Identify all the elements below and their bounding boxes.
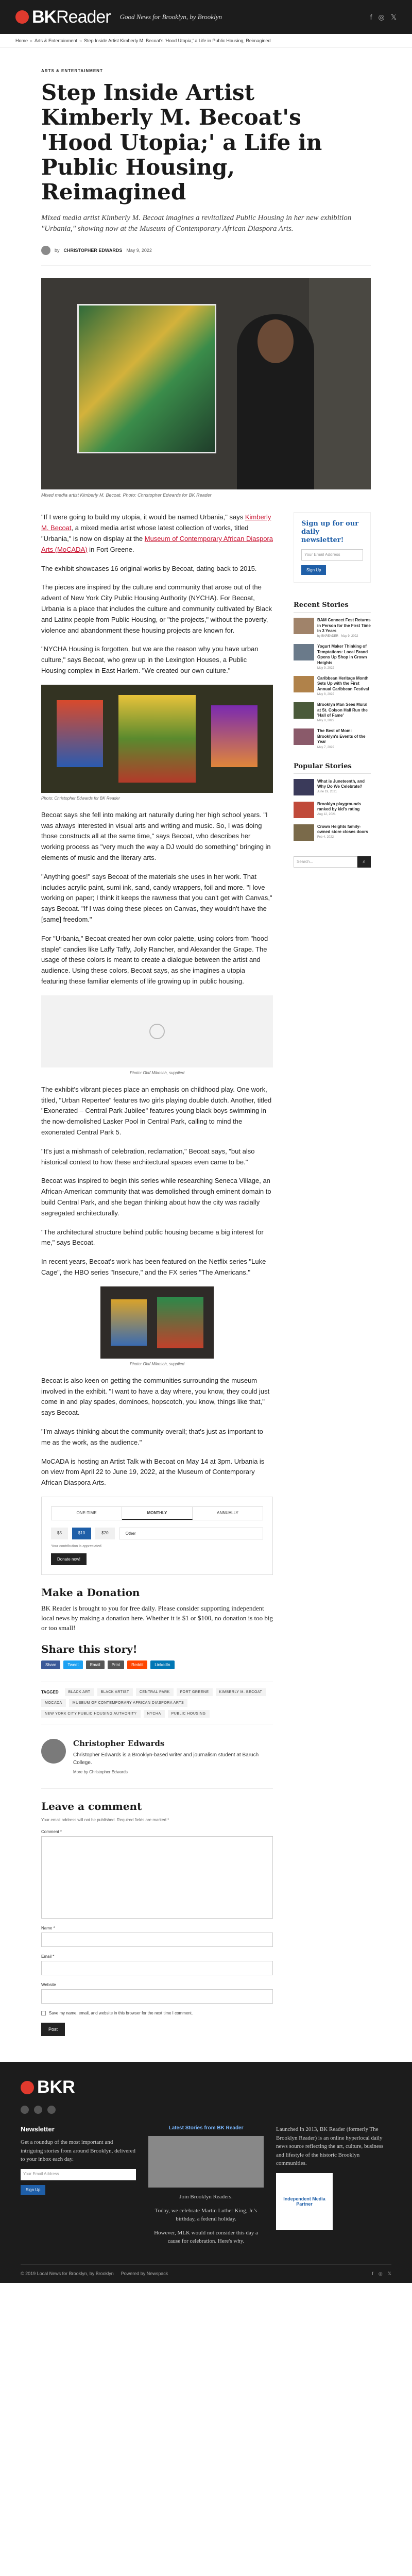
paragraph: "The architectural structure behind public housing became a big interest for me," says Becoat. [41,1228,264,1247]
author-name[interactable]: Christopher Edwards [73,1739,165,1749]
share-linkedin-button[interactable]: LinkedIn [150,1660,174,1669]
author-bio: Christopher Edwards is a Brooklyn-based writer and journalism student at Baruch College. [73,1752,259,1766]
recent-story[interactable] [294,618,371,638]
paragraph: "NYCHA Housing is forgotten, but we are the reason why you have urban culture," says Becoat, who grew up in the Lexington Houses, a Public Housing complex in East Harlem. "We created our own culture." [41,645,259,675]
newsletter-email-input[interactable]: Your Email Address [301,549,363,561]
donation-note: Your contribution is appreciated. [51,1544,102,1548]
footer-about [276,2125,391,2251]
powered-by[interactable]: Powered by Newspack [121,2270,168,2276]
story-meta: May 9, 2022 [317,667,335,670]
breadcrumb-home[interactable]: Home [15,38,28,43]
breadcrumb: Home » Arts & Entertainment » Step Inside Artist Kimberly M. Becoat's 'Hood Utopia;' a Life in Public Housing, Reimagined [0,34,412,48]
breadcrumb-current: Step Inside Artist Kimberly M. Becoat's 'Hood Utopia;' a Life in Public Housing, Reimagined [84,38,271,43]
donation-text: BK Reader is brought to you for free daily. Please consider supporting independent local news by making a donation here. Whether it is $1 or $100, no donation is too big or too small! [41,1604,273,1632]
name-label: Name * [41,1926,55,1931]
instagram-icon[interactable]: ◎ [378,12,385,21]
paragraph: "If I were going to build my utopia, it would be named Urbania," says Kimberly M. Becoat, a mixed media artist whose latest collection of works, titled "Urbania," is now on display at the Museum of Contemporary African Diaspora Arts (MoCADA) in Fort Greene. [41,513,273,553]
recent-story[interactable] [294,644,371,670]
story-title[interactable]: What is Juneteenth, and Why Do We Celebrate? [317,778,365,789]
email-field[interactable] [41,1961,273,1975]
logo-mark-icon [15,10,29,24]
save-info-option[interactable] [41,2011,273,2015]
footer-logo[interactable]: BKR [21,2077,391,2097]
category-label[interactable]: ARTS & ENTERTAINMENT [41,69,103,73]
story-meta: June 19, 2021 [317,790,337,794]
footer-newsletter [21,2125,136,2251]
search-icon[interactable]: ⌕ [357,856,371,868]
facebook-icon[interactable]: f [370,12,372,21]
footer-newsletter-text: Get a roundup of the most important and intriguing stories from around Brooklyn, delivered to your inbox each day. [21,2139,136,2163]
story-thumbnail [294,824,314,841]
tab-one-time[interactable]: ONE-TIME [52,1507,122,1520]
photo-caption: Photo: Olaf Mikosch, supplied [130,1070,184,1075]
recent-story[interactable] [294,676,371,696]
instagram-icon[interactable]: ◎ [378,2270,383,2276]
paragraph: The exhibit's vibrant pieces place an emphasis on childhood play. One work, titled, "Urban Repertee" features two girls playing double dutch. Another, titled "Exonerated – Central Park Jubilee" features young black boys swimming in the now-demolished Lasker Pool in Central Park, calling to mind the exonerated Central Park 5. [41,1085,272,1136]
breadcrumb-section[interactable]: Arts & Entertainment [35,38,78,43]
story-thumbnail [294,676,314,692]
facebook-icon[interactable] [21,2106,29,2114]
comment-textarea[interactable] [41,1836,273,1919]
paragraph: In recent years, Becoat's work has been featured on the Netflix series "Luke Cage", the HBO series "Insecure," and the FX series "The Americans." [41,1258,266,1276]
post-comment-button[interactable]: Post [41,2023,65,2036]
footer-promo [148,2125,264,2251]
twitter-icon[interactable] [47,2106,56,2114]
paragraph: Becoat was inspired to begin this series while researching Seneca Village, an African-American community that was demolished through eminent domain to build Central Park, and she began thinking about how the city was racially segregated architecturally. [41,1177,271,1217]
tag[interactable]: KIMBERLY M. BECOAT [216,1688,266,1696]
footer-promo-heading[interactable]: Latest Stories from BK Reader [168,2125,244,2131]
footer-about-text: Launched in 2013, BK Reader (formerly The Brooklyn Reader) is an online hyperlocal daily news source reflecting the art, culture, business and lifestyle of the historic Brooklyn communities. [276,2126,384,2167]
amount-options [51,1528,263,1539]
article-header [0,48,412,266]
checkbox[interactable] [41,2011,46,2015]
story-thumbnail [294,702,314,719]
tab-monthly[interactable]: MONTHLY [122,1507,193,1520]
tag[interactable]: MUSEUM OF CONTEMPORARY AFRICAN DIASPORA ARTS [69,1699,187,1707]
story-title[interactable]: Crown Heights family-owned store closes doors [317,824,368,834]
story-meta: May 8, 2022 [317,719,335,723]
author-avatar [41,246,50,255]
byline-author[interactable]: CHRISTOPHER EDWARDS [63,248,123,253]
hero-image [41,278,371,489]
footer-newsletter-heading: Newsletter [21,2125,55,2133]
site-tagline: Good News for Brooklyn, by Brooklyn [119,13,222,21]
article-subtitle: Mixed media artist Kimberly M. Becoat imagines a revitalized Public Housing in her new exhibition "Urbania," showing now at the Museum of Contemporary African Diaspora Arts. [41,214,352,233]
story-meta: Feb 4, 2022 [317,836,334,839]
facebook-icon[interactable]: f [372,2270,373,2276]
author-box [41,1739,273,1789]
comment-label: Comment * [41,1829,62,1835]
footer-promo-image [148,2136,264,2188]
tag[interactable]: FORT GREENE [177,1688,213,1696]
artist-link[interactable]: Kimberly M. Becoat [41,513,271,532]
header-social [370,13,397,22]
share-email-button[interactable]: Email [86,1660,105,1669]
tag[interactable]: PUBLIC HOUSING [168,1710,210,1718]
save-info-label: Save my name, email, and website in this browser for the next time I comment. [49,2011,193,2016]
story-title[interactable]: The Best of Mom: Brooklyn's Events of the Year [317,728,366,744]
popular-stories-heading: Popular Stories [294,762,371,774]
photo-caption: Photo: Olaf Mikosch, supplied [130,1361,184,1366]
byline-date: May 9, 2022 [126,248,152,253]
story-title[interactable]: Yogurt Maker Thinking of Temptations: Local Brand Opens Up Shop in Crown Heights [317,644,368,665]
image-placeholder [41,995,273,1067]
tag[interactable]: MOCADA [41,1699,66,1707]
story-thumbnail [294,779,314,795]
footer-promo-text: However, MLK would not consider this day a cause for celebration. Here's why. [154,2229,258,2245]
mocada-link[interactable]: Museum of Contemporary African Diaspora Arts (MoCADA) [41,535,273,553]
article-title: Step Inside Artist Kimberly M. Becoat's 'Hood Utopia;' a Life in Public Housing, Reimagined [41,80,322,205]
site-logo[interactable] [15,7,111,27]
logo-mark-icon [21,2081,34,2094]
paragraph: For "Urbania," Becoat created her own color palette, using colors from "hood staple" candies like Laffy Taffy, Jolly Rancher, and Alexander the Grape. The usage of these colors is meant to create a dialogue between the artist and audience. Using these colors, Becoat says, as she imagines a utopia featuring these familiar elements of life growing up in public housing. [41,934,268,985]
share-heading: Share this story! [41,1643,138,1656]
website-label: Website [41,1982,56,1988]
tag-list [41,1682,273,1724]
byline [41,246,371,266]
more-by-author-link[interactable]: More by Christopher Edwards [73,1770,128,1775]
recent-story[interactable] [294,728,371,749]
website-field[interactable] [41,1989,273,2004]
footer-bottom [21,2264,391,2283]
newsletter-signup [294,512,371,583]
exhibit-photo [100,1286,214,1359]
other-amount-input[interactable]: Other [119,1528,263,1539]
comment-heading: Leave a comment [41,1800,142,1813]
paragraph: "It's just a mishmash of celebration, reclamation," Becoat says, "but also historical context to how these architectural spaces even came to be." [41,1147,255,1166]
partner-badge[interactable]: Independent Media Partner [276,2173,333,2230]
recent-story[interactable] [294,702,371,722]
author-photo [41,1739,66,1764]
frequency-tabs [51,1506,263,1520]
recent-stories-heading: Recent Stories [294,601,371,613]
donate-button[interactable]: Donate now! [51,1553,87,1565]
footer-email-input[interactable]: Your Email Address [21,2169,136,2180]
search-input[interactable]: Search... [294,856,357,868]
tab-annually[interactable]: ANNUALLY [217,1510,238,1515]
popular-story[interactable] [294,824,371,841]
paragraph: Becoat is also keen on getting the communities surrounding the museum involved in the exhibit. "I want to have a day where, you know, they could just come in and play spades, dominoes, hopscotch, you know, things like that," says Becoat. [41,1376,270,1417]
footer-social [21,2106,391,2114]
tag[interactable]: NEW YORK CITY PUBLIC HOUSING AUTHORITY [41,1710,141,1718]
paragraph: The pieces are inspired by the culture and community that arose out of the advent of New York City Public Housing Authority (NYCHA). For Becoat, Urbania is a place that includes the culture and community cultivated by Black and Latinx people from Public Housing, or "the projects," without the poverty, violence and abandonment these housing projects are known for. [41,583,272,634]
story-thumbnail [294,618,314,634]
sidebar-search [294,856,371,868]
footer-promo-text: Today, we celebrate Martin Luther King, Jr.'s birthday, a federal holiday. [154,2207,258,2223]
email-label: Email * [41,1954,55,1959]
amount-option[interactable]: $5 [51,1528,68,1539]
tags-label: TAGGED [41,1690,59,1695]
donation-heading: Make a Donation [41,1586,140,1599]
paragraph: "I'm always thinking about the community overall; that's just as important to me as the work, as the audience." [41,1427,263,1446]
share-print-button[interactable]: Print [108,1660,124,1669]
share-twitter-button[interactable]: Tweet [63,1660,82,1669]
story-meta: by BKREADER · May 9, 2022 [317,635,358,638]
site-header [0,0,412,34]
tag[interactable]: CENTRAL PARK [136,1688,174,1696]
story-title[interactable]: Brooklyn playgrounds ranked by kid's rating [317,801,361,811]
footer-promo-text: Join Brooklyn Readers. [179,2194,233,2200]
instagram-icon[interactable] [34,2106,42,2114]
tag[interactable]: BLACK ART [65,1688,94,1696]
story-thumbnail [294,728,314,745]
newsletter-heading: Sign up for our daily newsletter! [301,520,359,544]
paragraph: The exhibit showcases 16 original works by Becoat, dating back to 2015. [41,564,257,572]
twitter-icon[interactable]: 𝕏 [390,12,397,21]
newsletter-signup-button[interactable]: Sign Up [301,565,326,575]
story-title[interactable]: Brooklyn Man Sees Mural at St. Colson Hall Run the 'Hall of Fame' [317,702,368,718]
logo-text-bk: BK [32,7,57,27]
photo-caption: Photo: Christopher Edwards for BK Reader [41,795,120,801]
share-facebook-button[interactable]: Share [41,1660,60,1669]
story-meta: May 7, 2022 [317,745,335,749]
gallery-photo [41,685,273,793]
logo-text-reader: Reader [56,7,111,27]
story-title[interactable]: Caribbean Heritage Month Sets Up with the First Annual Caribbean Festival [317,676,369,691]
story-meta: Aug 12, 2021 [317,813,336,817]
comment-form [41,1800,273,2062]
story-thumbnail [294,802,314,818]
amount-option-selected[interactable]: $10 [72,1528,91,1539]
site-footer [0,2062,412,2283]
share-reddit-button[interactable]: Reddit [127,1660,147,1669]
tag[interactable]: NYCHA [144,1710,165,1718]
donation-widget [41,1497,273,1575]
paragraph: "Anything goes!" says Becoat of the materials she uses in her work. That includes acrylic paint, sumi ink, sand, candy wrappers, foil and more. "I love working on paper; I think it keeps the rawness that you can't get with Canvas," says Becoat. "If I was doing these pieces on Canvas, they wouldn't have the [same] freedom." [41,872,272,924]
popular-story[interactable] [294,779,371,795]
story-meta: May 8, 2022 [317,693,335,697]
hero-caption: Mixed media artist Kimberly M. Becoat. Photo: Christopher Edwards for BK Reader [41,493,212,498]
comment-note: Your email address will not be published. Required fields are marked * [41,1818,169,1823]
share-buttons [41,1660,273,1669]
loading-icon [149,1024,165,1039]
article-body [41,512,273,2062]
paragraph: MoCADA is hosting an Artist Talk with Becoat on May 14 at 3pm. Urbania is on view from April 22 to June 19, 2022, at the Museum of Contemporary African Diaspora Arts. [41,1457,265,1487]
twitter-icon[interactable]: 𝕏 [387,2270,391,2276]
footer-signup-button[interactable]: Sign Up [21,2185,45,2195]
story-title[interactable]: BAM Connect Fest Returns in Person for the First Time in 3 Years [317,618,371,634]
byline-prefix: by [55,248,60,253]
story-thumbnail [294,644,314,660]
sidebar [294,512,371,2062]
paragraph: Becoat says she fell into making art naturally during her high school years. "I was always interested in visual arts and writing and music. So, I was doing those constructs all at the same time," says Becoat, who describes her working process as "very much the way a DJ would do something" bringing in elements of music and the literary arts. [41,810,271,862]
popular-story[interactable] [294,802,371,818]
copyright: © 2019 Local News for Brooklyn, by Brooklyn [21,2270,114,2276]
tag[interactable]: BLACK ARTIST [97,1688,133,1696]
amount-option[interactable]: $20 [95,1528,114,1539]
name-field[interactable] [41,1933,273,1947]
